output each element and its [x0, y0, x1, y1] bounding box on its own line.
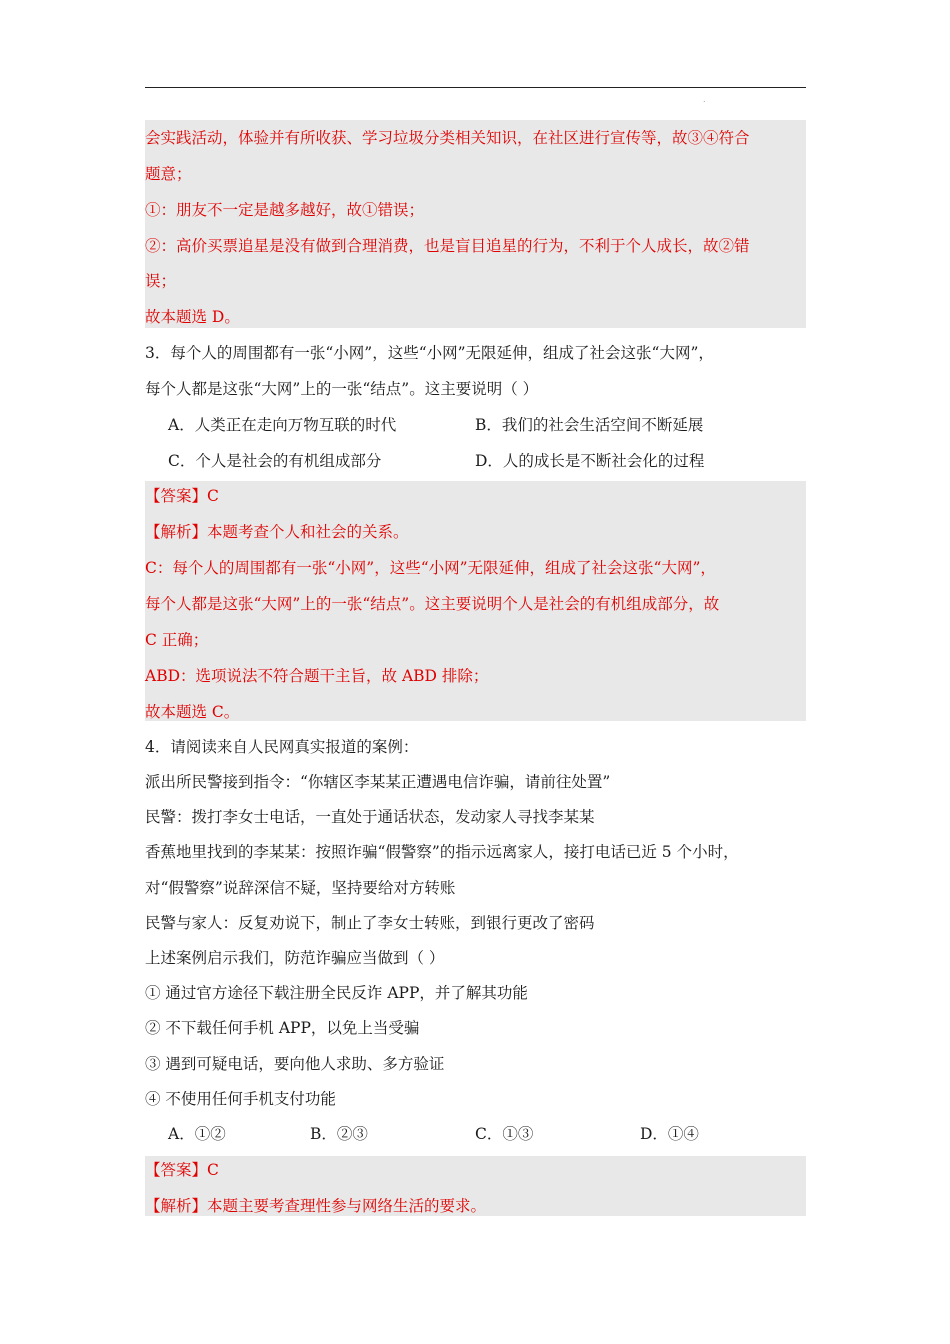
q2-analysis-line: 故本题选 D。 [145, 308, 240, 326]
q4-statement-1: ① 通过官方途径下载注册全民反诈 APP，并了解其功能 [145, 984, 528, 1002]
q4-stem-line: 香蕉地里找到的李某某：按照诈骗“假警察”的指示远离家人，接打电话已近 5 个小时， [145, 843, 739, 861]
q4-stem-line: 民警与家人：反复劝说下，制止了李女士转账，到银行更改了密码 [145, 914, 595, 932]
q3-option-d: D．人的成长是不断社会化的过程 [475, 452, 705, 470]
q2-analysis-line: 题意； [145, 165, 192, 183]
q3-analysis-line: 故本题选 C。 [145, 703, 240, 721]
q4-statement-4: ④ 不使用任何手机支付功能 [145, 1090, 336, 1108]
q3-option-a: A．人类正在走向万物互联的时代 [168, 416, 397, 434]
q3-option-b: B．我们的社会生活空间不断延展 [475, 416, 704, 434]
q3-stem-line: 3．每个人的周围都有一张“小网”，这些“小网”无限延伸，组成了社会这张“大网”， [145, 344, 714, 362]
q3-answer: 【答案】C [145, 487, 219, 505]
header-rule [145, 87, 806, 88]
q4-option-a: A．①② [168, 1125, 226, 1143]
q4-analysis: 【解析】本题主要考查理性参与网络生活的要求。 [145, 1197, 487, 1215]
q2-analysis-block [145, 120, 806, 328]
q4-option-d: D．①④ [640, 1125, 699, 1143]
q2-analysis-line: ②：高价买票追星是没有做到合理消费，也是盲目追星的行为，不利于个人成长，故②错 [145, 237, 750, 255]
q2-analysis-line: 会实践活动，体验并有所收获、学习垃圾分类相关知识，在社区进行宣传等，故③④符合 [145, 129, 750, 147]
q3-stem-line: 每个人都是这张“大网”上的一张“结点”。这主要说明（ ） [145, 380, 539, 398]
q4-option-c: C．①③ [475, 1125, 534, 1143]
q3-option-c: C．个人是社会的有机组成部分 [168, 452, 382, 470]
q4-stem-line: 派出所民警接到指令：“你辖区李某某正遭遇电信诈骗，请前往处置” [145, 773, 611, 791]
q4-stem-line: 上述案例启示我们，防范诈骗应当做到（ ） [145, 949, 445, 967]
q3-analysis-line: 【解析】本题考查个人和社会的关系。 [145, 523, 409, 541]
q4-option-b: B．②③ [310, 1125, 368, 1143]
q4-stem-line: 4．请阅读来自人民网真实报道的案例： [145, 738, 419, 756]
q4-statement-2: ② 不下载任何手机 APP，以免上当受骗 [145, 1019, 420, 1037]
header-mark: . [703, 95, 706, 104]
q4-answer: 【答案】C [145, 1161, 219, 1179]
q2-analysis-line: ①：朋友不一定是越多越好，故①错误； [145, 201, 425, 219]
q4-stem-line: 对“假警察”说辞深信不疑，坚持要给对方转账 [145, 879, 456, 897]
q4-stem-line: 民警：拨打李女士电话，一直处于通话状态，发动家人寻找李某某 [145, 808, 595, 826]
q2-analysis-line: 误； [145, 272, 177, 290]
q4-statement-3: ③ 遇到可疑电话，要向他人求助、多方验证 [145, 1055, 445, 1073]
q3-analysis-line: ABD：选项说法不符合题干主旨，故 ABD 排除； [145, 667, 489, 685]
q3-analysis-line: C 正确； [145, 631, 209, 649]
q3-analysis-line: C：每个人的周围都有一张“小网”，这些“小网”无限延伸，组成了社会这张“大网”， [145, 559, 716, 577]
q3-analysis-line: 每个人都是这张“大网”上的一张“结点”。这主要说明个人是社会的有机组成部分，故 [145, 595, 720, 613]
